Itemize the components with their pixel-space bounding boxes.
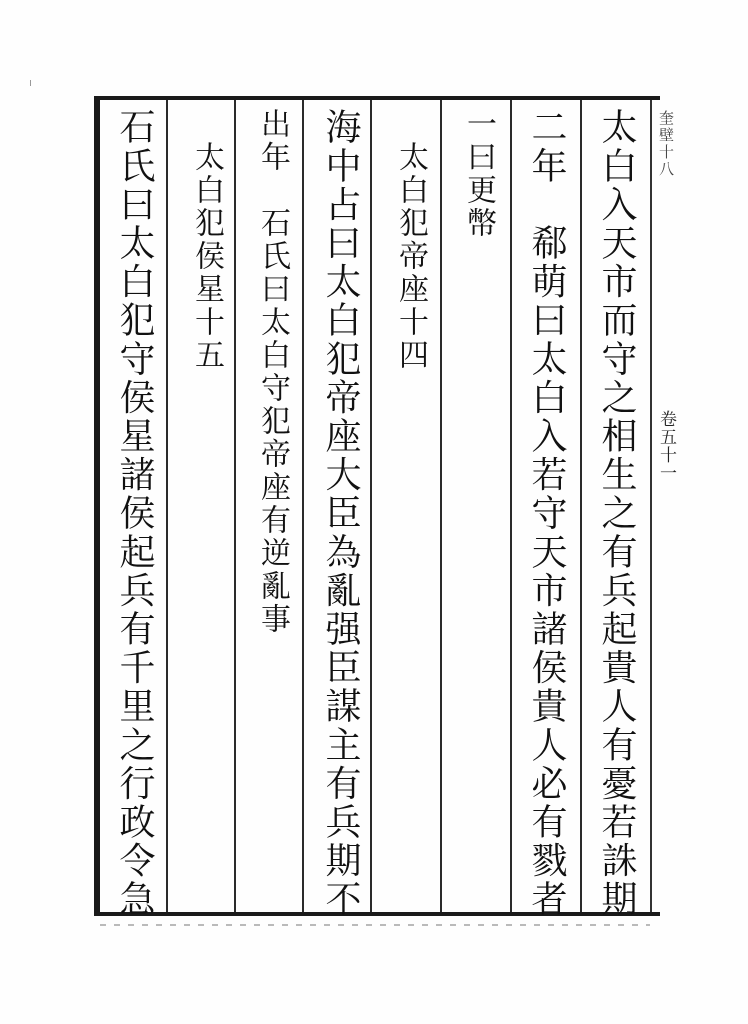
- text-column-1: 太白入天市而守之相生之有兵起貴人有憂若誅期: [596, 108, 637, 919]
- margin-label-upper: 奎壁十八: [657, 110, 675, 178]
- column-rule: [370, 100, 372, 912]
- column-rule: [234, 100, 236, 912]
- text-column-6: 出年 石氏曰太白守犯帝座有逆亂事: [255, 108, 290, 636]
- frame-bottom-extension: [654, 912, 660, 916]
- scan-noise-line: [100, 924, 650, 926]
- column-rule: [166, 100, 168, 912]
- text-column-5: 海中占曰太白犯帝座大臣為亂强臣謀主有兵期不: [320, 108, 361, 919]
- column-rule: [510, 100, 512, 912]
- column-rule: [580, 100, 582, 912]
- margin-label-volume: 卷五十一: [656, 410, 676, 482]
- text-column-2: 二年 郗萌曰太白入若守天市諸侯貴人必有戮者: [526, 108, 567, 919]
- text-column-7: 太白犯侯星十五: [189, 108, 224, 372]
- text-column-8: 石氏曰太白犯守侯星諸侯起兵有千里之行政令急: [114, 108, 155, 919]
- text-column-3: 一曰更幣: [461, 108, 496, 240]
- frame-top-extension: [654, 96, 660, 100]
- page-fold-line: [650, 100, 652, 912]
- column-rule: [302, 100, 304, 912]
- text-column-4: 太白犯帝座十四: [393, 108, 428, 372]
- page-margin-mark: [30, 80, 31, 86]
- column-rule: [440, 100, 442, 912]
